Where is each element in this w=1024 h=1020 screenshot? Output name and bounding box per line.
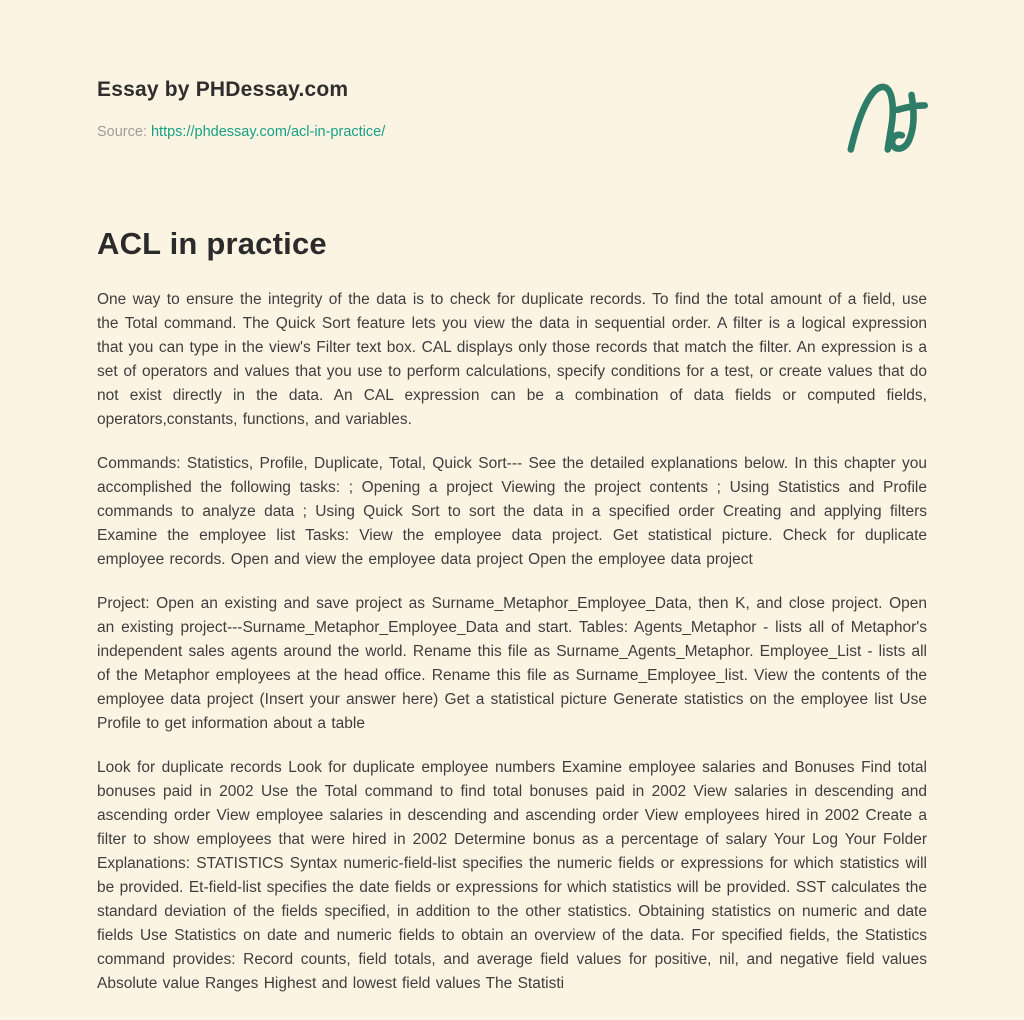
logo-svg bbox=[840, 72, 932, 160]
essay-paragraph: Look for duplicate records Look for duplicate employee numbers Examine employee salaries and Bonuses Find total bonuses paid in 2002 Use the Total command to find total bonuses paid in 2002 View salaries in descending and ascending order View employee salaries in descending and ascending order View employees hired in 2002 Create a filter to show employees that were hired in 2002 Determine bonus as a percentage of salary Your Log Your Folder Explanations: STATISTICS Syntax numeric-field-list specifies the numeric fields or expressions for which statistics will be provided. Et-field-list specifies the date fields or expressions for which statistics will be provided. SST calculates the standard deviation of the fields specified, in addition to the other statistics. Obtaining statistics on numeric and date fields Use Statistics on date and numeric fields to obtain an overview of the data. For specified fields, the Statistics command provides: Record counts, field totals, and average field values for positive, nil, and negative field values Absolute value Ranges Highest and lowest field values The Statisti bbox=[97, 759, 927, 992]
phdessay-a-plus-logo bbox=[840, 72, 932, 160]
source-url-link[interactable]: https://phdessay.com/acl-in-practice/ bbox=[150, 124, 386, 140]
logo-cross-stroke bbox=[897, 105, 924, 109]
essay-paragraph: Project: Open an existing and save project as Surname_Metaphor_Employee_Data, then K, and close project. Open an existing project---Surname_Metaphor_Employee_Data and start. Tables: Agents_Metaphor - lists all of Metaphor's independent sales agents around the world. Rename this file as Surname_Agents_Metaphor. Employee_List - lists all of the Metaphor employees at the head office. Rename this file as Surname_Employee_list. View the contents of the employee data project (Insert your answer here) Get a statistical picture Generate statistics on the employee list Use Profile to get information about a table bbox=[97, 595, 927, 732]
logo-a-stroke bbox=[851, 87, 893, 150]
essay-paragraph: Commands: Statistics, Profile, Duplicate, Total, Quick Sort--- See the detailed explanations below. In this chapter you accomplished the following tasks: ; Opening a project Viewing the project contents ; Using Statistics and Profile commands to analyze data ; Using Quick Sort to sort the data in a specified order Creating and applying filters Examine the employee list Tasks: View the employee data project. Get statistical picture. Check for duplicate employee records. Open and view the employee data project Open the employee data project bbox=[97, 455, 927, 568]
essay-paragraph: One way to ensure the integrity of the data is to check for duplicate records. To find the total amount of a field, use the Total command. The Quick Sort feature lets you view the data in sequential order. A filter is a logical expression that you can type in the view's Filter text box. CAL displays only those records that match the filter. An expression is a set of operators and values that you use to perform calculations, specify conditions for a test, or create values that do not exist directly in the data. An CAL expression can be a combination of data fields or computed fields, operators,constants, functions, and variables. bbox=[97, 291, 927, 428]
source-line bbox=[97, 124, 927, 140]
source-label: Source: bbox=[97, 124, 147, 140]
essay-byline: Essay by PHDessay.com bbox=[97, 78, 349, 101]
page-title: ACL in practice bbox=[97, 226, 327, 261]
essay-body bbox=[97, 288, 927, 996]
